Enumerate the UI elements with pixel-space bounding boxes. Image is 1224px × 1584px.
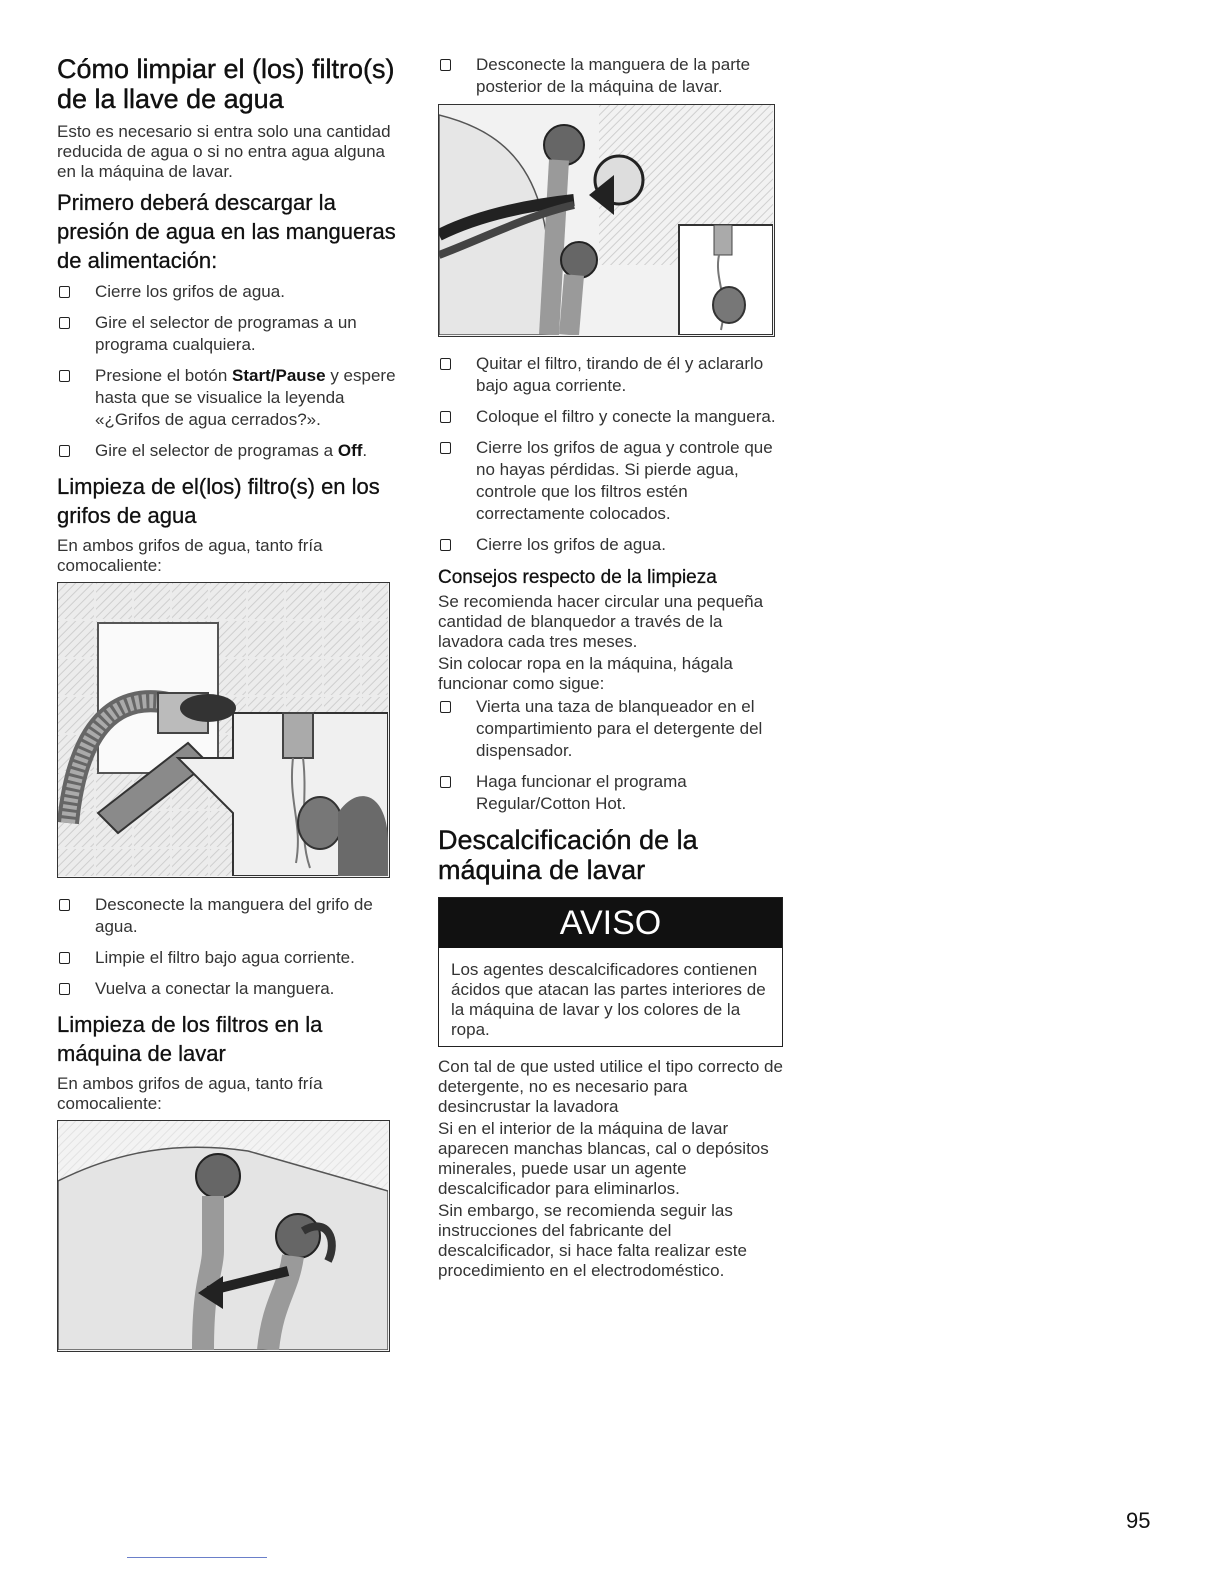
tips-steps — [438, 696, 783, 815]
taps-heading: Limpieza de el(los) filtro(s) en los grifos de agua — [57, 474, 380, 528]
checkbox-icon — [440, 539, 451, 551]
list-item: Cierre los grifos de agua. — [57, 281, 397, 303]
page-number: 95 — [1126, 1508, 1151, 1533]
intro-text: Esto es necesario si entra solo una cantidad reducida de agua o si no entra agua alguna en la máquina de lavar. — [57, 122, 391, 181]
checkbox-icon — [59, 899, 70, 911]
list-item: Vierta una taza de blanqueador en el compartimiento para el detergente del dispensador. — [438, 696, 783, 762]
right-column — [438, 54, 783, 1287]
warning-title: AVISO — [439, 898, 782, 948]
pressure-heading: Primero deberá descargar la presión de agua en las mangueras de alimentación: — [57, 190, 396, 273]
checkbox-icon — [59, 952, 70, 964]
warning-box — [438, 897, 783, 1047]
disconnect-step — [438, 54, 783, 98]
start-pause-label: Start/Pause — [232, 366, 326, 385]
machine-hose-illustration — [57, 1120, 390, 1352]
checkbox-icon — [440, 701, 451, 713]
machine-heading: Limpieza de los filtros en la máquina de lavar — [57, 1012, 323, 1066]
descale-heading: Descalcificación de la máquina de lavar — [438, 825, 698, 885]
list-item: Desconecte la manguera del grifo de agua. — [57, 894, 397, 938]
list-item: Limpie el filtro bajo agua corriente. — [57, 947, 397, 969]
machine-illustration-svg — [58, 1121, 388, 1350]
bottom-divider — [127, 1557, 267, 1558]
left-column — [57, 54, 397, 1368]
off-label: Off — [337, 441, 363, 460]
checkbox-icon — [59, 286, 70, 298]
taps-intro: En ambos grifos de agua, tanto fría comocaliente: — [57, 536, 323, 575]
machine-intro: En ambos grifos de agua, tanto fría comocaliente: — [57, 1074, 323, 1113]
pressure-steps — [57, 281, 397, 462]
checkbox-icon — [440, 411, 451, 423]
tips-heading: Consejos respecto de la limpieza — [438, 567, 717, 588]
descale-paragraph: Sin embargo, se recomienda seguir las instrucciones del fabricante del descalcificador, si hace falta realizar este procedimiento en el electrodoméstico. — [438, 1201, 747, 1280]
checkbox-icon — [440, 776, 451, 788]
filter-illustration-svg — [439, 105, 773, 335]
tips-paragraph: Se recomienda hacer circular una pequeña cantidad de blanquedor a través de la lavadora cada tres meses. — [438, 592, 764, 651]
section-title: Cómo limpiar el (los) filtro(s) de la llave de agua — [57, 54, 395, 114]
checkbox-icon — [59, 445, 70, 457]
list-item: Gire el selector de programas a un programa cualquiera. — [57, 312, 397, 356]
descale-paragraph: Si en el interior de la máquina de lavar aparecen manchas blancas, cal o depósitos minerales, puede usar un agente descalcificador para eliminarlos. — [438, 1119, 769, 1198]
list-item: Coloque el filtro y conecte la manguera. — [438, 406, 783, 428]
taps-steps — [57, 894, 397, 1000]
tips-paragraph: Sin colocar ropa en la máquina, hágala funcionar como sigue: — [438, 654, 733, 693]
list-item: Gire el selector de programas a Off. — [57, 440, 397, 462]
checkbox-icon — [440, 358, 451, 370]
warning-text: Los agentes descalcificadores contienen ácidos que atacan las partes interiores de la máquina de lavar y los colores de la ropa. — [451, 960, 766, 1039]
filter-steps — [438, 353, 783, 556]
list-item: Cierre los grifos de agua y controle que no hayas pérdidas. Si pierde agua, controle que los filtros estén correctamente colocados. — [438, 437, 783, 525]
list-item: Cierre los grifos de agua. — [438, 534, 783, 556]
list-item: Quitar el filtro, tirando de él y aclararlo bajo agua corriente. — [438, 353, 783, 397]
filter-removal-illustration — [438, 104, 775, 337]
checkbox-icon — [59, 370, 70, 382]
list-item: Desconecte la manguera de la parte posterior de la máquina de lavar. — [438, 54, 783, 98]
list-item: Presione el botón Start/Pause y espere hasta que se visualice la leyenda «¿Grifos de agua cerrados?». — [57, 365, 397, 431]
tap-filter-illustration — [57, 582, 390, 878]
checkbox-icon — [59, 317, 70, 329]
list-item: Haga funcionar el programa Regular/Cotton Hot. — [438, 771, 783, 815]
checkbox-icon — [440, 442, 451, 454]
descale-paragraph: Con tal de que usted utilice el tipo correcto de detergente, no es necesario para desincrustar la lavadora — [438, 1057, 783, 1116]
checkbox-icon — [59, 983, 70, 995]
list-item: Vuelva a conectar la manguera. — [57, 978, 397, 1000]
tap-illustration-svg — [58, 583, 388, 876]
checkbox-icon — [440, 59, 451, 71]
